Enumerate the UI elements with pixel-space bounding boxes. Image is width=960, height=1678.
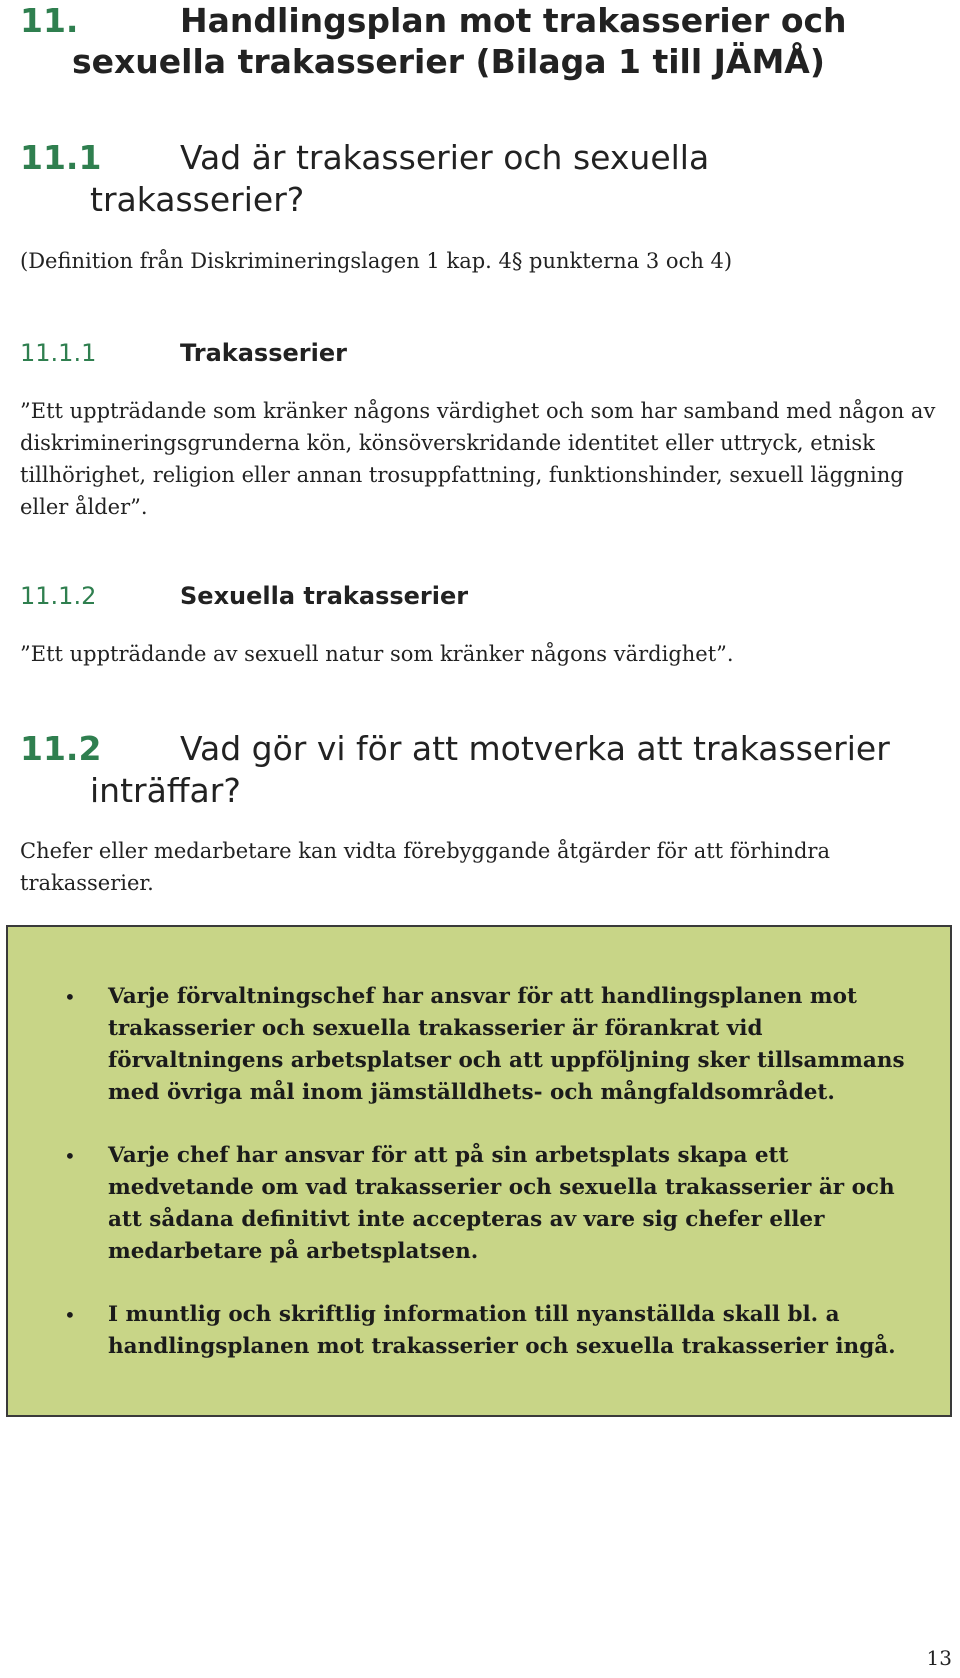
section-number: 11. — [20, 1, 79, 40]
section-number: 11.1 — [20, 138, 102, 177]
highlight-box — [6, 925, 952, 1417]
section-title-line-2: sexuella trakasserier (Bilaga 1 till JÄMÅ) — [72, 42, 825, 81]
responsibility-list — [8, 981, 950, 1394]
bullet-icon: • — [64, 1144, 76, 1168]
sexuella-trakasserier-definition: ”Ett uppträdande av sexuell natur som kränker någons värdighet”. — [20, 642, 734, 666]
section-title: Trakasserier — [180, 339, 347, 367]
section-number: 11.1.2 — [20, 582, 97, 610]
section-11-heading — [20, 0, 920, 82]
section-title-line-1: Vad är trakasserier och sexuella — [180, 138, 710, 177]
bullet-icon: • — [64, 1303, 76, 1327]
definition-note: (Definition från Diskrimineringslagen 1 kap. 4§ punkterna 3 och 4) — [20, 249, 733, 273]
section-11-1-heading — [20, 137, 940, 221]
bullet-icon: • — [64, 985, 76, 1009]
list-item — [8, 1140, 950, 1268]
section-11-2-heading — [20, 728, 940, 812]
trakasserier-definition: ”Ett uppträdande som kränker någons värdighet och som har samband med någon av diskrimineringsgrunderna kön, könsöverskridande identitet eller uttryck, etnisk tillhörighet, religion eller annan trosuppfattning, funktionshinder, sexuell läggning eller ålder”. — [20, 399, 936, 519]
section-11-1-1-heading — [20, 338, 920, 368]
prevention-intro: Chefer eller medarbetare kan vidta förebyggande åtgärder för att förhindra trakasserier. — [20, 839, 830, 895]
section-title-line-1: Handlingsplan mot trakasserier och — [180, 1, 847, 40]
section-title-line-2: inträffar? — [90, 771, 241, 810]
list-item — [8, 981, 950, 1109]
section-11-1-2-heading — [20, 581, 920, 611]
section-number: 11.1.1 — [20, 339, 97, 367]
list-item-text: Varje förvaltningschef har ansvar för att handlingsplanen mot trakasserier och sexuella trakasserier är förankrat vid förvaltningens arbetsplatser och att uppföljning sker tillsammans med övriga mål inom jämställdhets- och mångfaldsområdet. — [108, 984, 905, 1105]
section-title-line-1: Vad gör vi för att motverka att trakasserier — [180, 729, 890, 768]
list-item — [8, 1299, 950, 1363]
section-title: Sexuella trakasserier — [180, 582, 469, 610]
list-item-text: Varje chef har ansvar för att på sin arbetsplats skapa ett medvetande om vad trakasserier och sexuella trakasserier är och att sådana definitivt inte accepteras av vare sig chefer eller medarbetare på arbetsplatsen. — [108, 1143, 895, 1264]
page-number: 13 — [926, 1646, 952, 1670]
list-item-text: I muntlig och skriftlig information till nyanställda skall bl. a handlingsplanen mot trakasserier och sexuella trakasserier ingå. — [108, 1302, 896, 1359]
section-number: 11.2 — [20, 729, 102, 768]
section-title-line-2: trakasserier? — [90, 180, 305, 219]
